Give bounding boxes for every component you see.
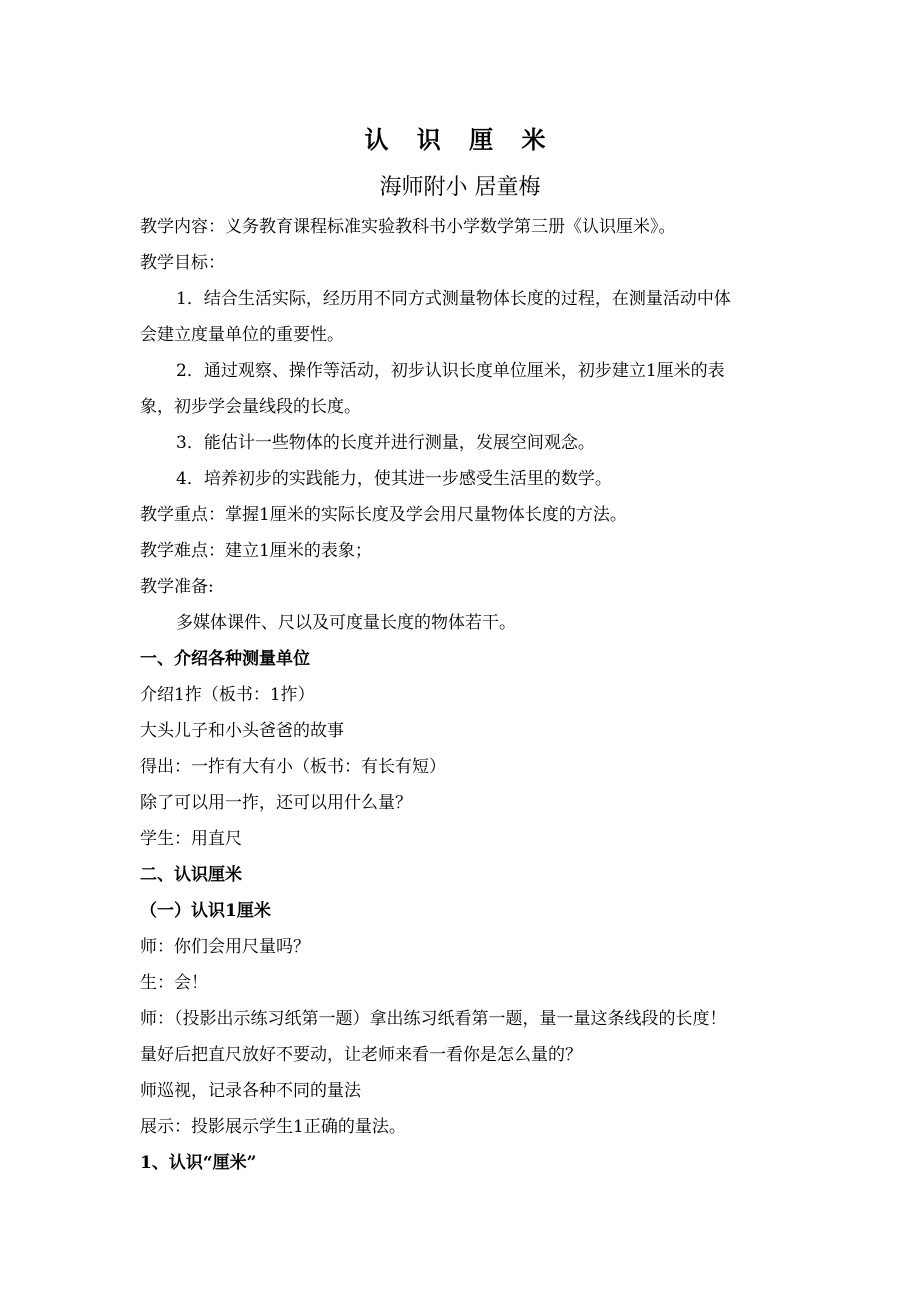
text-line: 除了可以用一拃，还可以用什么量？ xyxy=(140,793,412,813)
text-line: 介绍1拃（板书：1拃） xyxy=(140,685,315,705)
key-point: 教学重点：掌握1厘米的实际长度及学会用尺量物体长度的方法。 xyxy=(140,505,627,525)
section-1-heading: 一、介绍各种测量单位 xyxy=(140,649,310,669)
text-line: 生：会！ xyxy=(140,973,208,993)
goal-2-cont: 象，初步学会量线段的长度。 xyxy=(140,397,361,417)
text-line: 学生：用直尺 xyxy=(140,829,242,849)
goal-3: 3．能估计一些物体的长度并进行测量，发展空间观念。 xyxy=(176,433,595,453)
author-line: 海师附小 居童梅 xyxy=(379,175,541,200)
preparation-items: 多媒体课件、尺以及可度量长度的物体若干。 xyxy=(176,613,516,633)
goal-1: 1．结合生活实际，经历用不同方式测量物体长度的过程，在测量活动中体 xyxy=(176,289,731,309)
text-line: 得出：一拃有大有小（板书：有长有短） xyxy=(140,757,446,777)
text-line: 大头儿子和小头爸爸的故事 xyxy=(140,721,344,741)
section-2-heading: 二、认识厘米 xyxy=(140,865,242,885)
text-line: 展示：投影展示学生1正确的量法。 xyxy=(140,1117,406,1137)
item-heading: 1、认识“厘米” xyxy=(140,1153,257,1173)
goal-1-cont: 会建立度量单位的重要性。 xyxy=(140,325,344,345)
difficulty: 教学难点：建立1厘米的表象； xyxy=(140,541,372,561)
goal-2: 2．通过观察、操作等活动，初步认识长度单位厘米，初步建立1厘米的表 xyxy=(176,361,725,381)
document-title: 认 识 厘 米 xyxy=(364,125,556,154)
text-line: 量好后把直尺放好不要动，让老师来看一看你是怎么量的？ xyxy=(140,1045,582,1065)
goal-4: 4．培养初步的实践能力，使其进一步感受生活里的数学。 xyxy=(176,469,612,489)
text-line: 师巡视，记录各种不同的量法 xyxy=(140,1081,361,1101)
text-line: 师：你们会用尺量吗？ xyxy=(140,937,310,957)
teaching-content: 教学内容：义务教育课程标准实验教科书小学数学第三册《认识厘米》。 xyxy=(140,217,676,237)
preparation-heading: 教学准备: xyxy=(140,577,214,597)
subsection-heading: （一）认识1厘米 xyxy=(140,901,271,921)
text-line: 师：（投影出示练习纸第一题）拿出练习纸看第一题，量一量这条线段的长度！ xyxy=(140,1009,727,1029)
goals-heading: 教学目标： xyxy=(140,253,225,273)
